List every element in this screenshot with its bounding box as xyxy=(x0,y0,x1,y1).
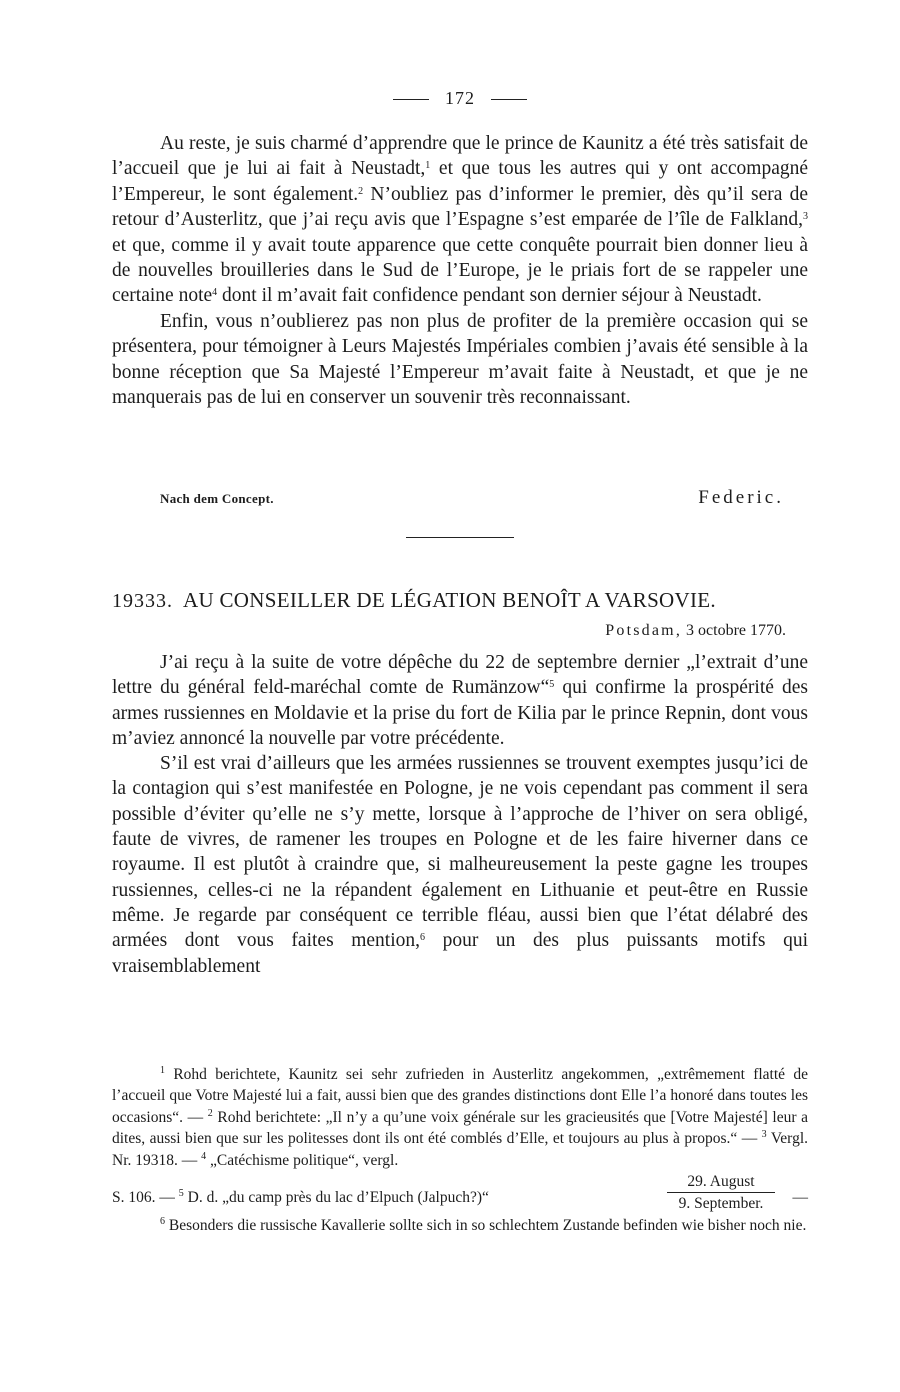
letter-heading xyxy=(112,588,808,613)
footnote-ref: 3 xyxy=(803,211,808,223)
footnote-mark: 4 xyxy=(201,1150,207,1162)
footnote-fraction-line xyxy=(112,1171,808,1215)
footnote-block xyxy=(112,1064,808,1171)
footnote-ref: 4 xyxy=(212,287,218,299)
text-run: et que, comme il y avait toute apparence que cette conquête pourrait bien donner lieu à de nouvelles brouilleries dans le Sud de l’Europe, je le priais fort de se rappeler une certaine note xyxy=(112,234,808,307)
footnote-ref: 2 xyxy=(358,185,364,197)
letter-number: 19333. xyxy=(112,590,173,612)
footnote-block xyxy=(112,1215,808,1236)
date-fraction xyxy=(667,1171,775,1214)
footnote-text: Rohd berichtete: „Il n’y a qu’une voix générale sur les gracieusités que [Votre Majesté] leur a dites, aussi bien que sur les politesses dont ils ont été comblés d’Elle, et toujours au plus à propos.“ — xyxy=(112,1108,808,1148)
footnote-text: Vergl. Nr. 19318. — xyxy=(112,1130,808,1169)
text-run: N’oubliez pas d’informer le premier, dès qu’il sera de retour d’Austerlitz, que j’ai reçu avis que l’Espagne s’est emparée de l’île de Falkland, xyxy=(112,183,808,231)
dateline xyxy=(605,622,786,640)
signature: Federic. xyxy=(698,487,784,508)
footnote-text: Rohd berichtete, Kaunitz sei sehr zufrieden in Austerlitz angekommen, „extrêmement flatté de l’accueil que Votre Majesté lui a fait, aussi bien que des grandes distinctions dont Elle l’a honoré dans toutes les occasions“. — xyxy=(112,1066,808,1126)
footnote-mark: 3 xyxy=(761,1129,767,1141)
paragraph xyxy=(112,751,808,979)
header-dash-left xyxy=(393,99,429,100)
source-note: Nach dem Concept. xyxy=(160,491,274,506)
letter-continuation xyxy=(112,131,808,410)
paragraph xyxy=(112,131,808,309)
text-run: S. 106. — xyxy=(112,1189,179,1207)
letter-body xyxy=(112,650,808,979)
header-dash-right xyxy=(491,99,527,100)
paragraph xyxy=(112,650,808,751)
section-divider xyxy=(406,537,514,538)
page-number: 172 xyxy=(445,88,475,108)
footnote-mark: 2 xyxy=(207,1107,213,1119)
footnote-mark: 5 xyxy=(178,1188,184,1200)
footnote-text: Besonders die russische Kavallerie sollte sich in so schlechtem Zustande befinden wie bisher noch nie. xyxy=(165,1217,807,1235)
text-run: Au reste, je suis charmé d’apprendre que le prince de Kaunitz a été très satisfait de l’accueil que je lui ai fait à Neustadt, xyxy=(112,133,808,180)
fraction-top: 29. August xyxy=(667,1171,775,1193)
text-run: qui confirme la prospérité des armes russiennes en Moldavie et la prise du fort de Kilia par le prince Repnin, dont vous m’aviez annoncé la nouvelle par votre précédente. xyxy=(112,677,808,749)
footnote-ref: 1 xyxy=(425,160,431,172)
footnote-text: D. d. „du camp près du lac d’Elpuch (Jalpuch?)“ xyxy=(183,1189,489,1207)
footnote-line-text xyxy=(112,1187,489,1208)
dateline-place: Potsdam, xyxy=(605,622,683,639)
dateline-date: 3 octobre 1770. xyxy=(686,622,786,639)
text-run: et que tous les autres qui y ont accompagné l’Empereur, le sont également. xyxy=(112,158,809,205)
footnote-mark: 6 xyxy=(160,1216,165,1228)
closing-line xyxy=(112,487,808,511)
footnote-mark: 1 xyxy=(160,1065,165,1076)
text-run: J’ai reçu à la suite de votre dépêche du 22 de septembre dernier „l’extrait d’une lettre du général feld-maréchal comte de Rumänzow“ xyxy=(112,652,808,699)
letter-title: AU CONSEILLER DE LÉGATION BENOÎT A VARSOVIE. xyxy=(183,588,716,612)
footnote-ref: 6 xyxy=(420,932,426,944)
paragraph: Enfin, vous n’oublierez pas non plus de profiter de la première occasion qui se présentera, pour témoigner à Leurs Majestés Impériales combien j’avais été sensible à la bonne réception que Sa Majesté l’Empereur m’avait faite à Neustadt, et que je ne manquerais pas de lui en conserver un souvenir très reconnaissant. xyxy=(112,310,808,409)
page-header xyxy=(112,88,808,109)
footnote-ref: 5 xyxy=(549,679,555,691)
fraction-bottom: 9. September. xyxy=(678,1195,764,1213)
footnote-text: „Catéchisme politique“, vergl. xyxy=(206,1151,399,1169)
dash: — xyxy=(792,1189,808,1207)
text-run: pour un des plus puissants motifs qui vraisemblablement xyxy=(112,930,808,977)
text-run: S’il est vrai d’ailleurs que les armées russiennes se trouvent exemptes jusqu’ici de la contagion qui s’est manifestée en Pologne, je ne vois cependant pas comment il sera possible d’éviter qu’elle ne s’y mette, lorsque à l’approche de l’hiver on sera obligé, faute de vivres, de ramener les troupes en Pologne et de les faire hiverner dans ce royaume. Il est plutôt à craindre que, si malheureusement la peste gagne les troupes russiennes, celles-ci ne la répandent également en Lithuanie et peut-être en Russie même. Je regarde par conséquent ce terrible fléau, aussi bien que l’état délabré des armées dont vous faites mention, xyxy=(112,753,808,952)
footnotes xyxy=(112,1064,808,1236)
text-run: dont il m’avait fait confidence pendant son dernier séjour à Neustadt. xyxy=(217,285,762,307)
